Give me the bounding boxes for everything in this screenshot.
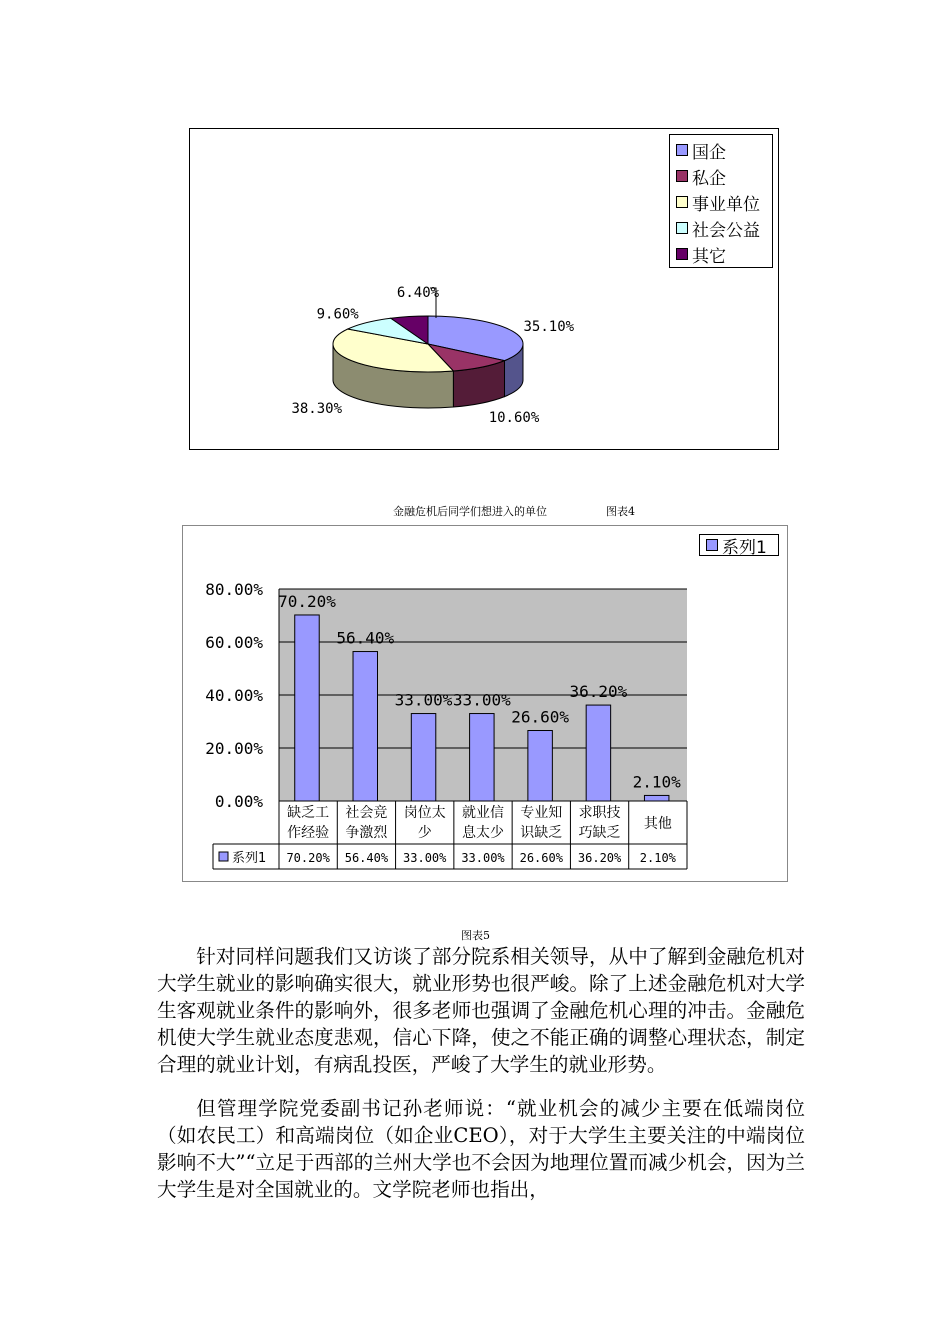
bar-data-label: 33.00% bbox=[394, 690, 453, 710]
x-category-label: 争激烈 bbox=[345, 825, 388, 841]
table-value-cell: 33.00% bbox=[461, 851, 505, 865]
table-value-cell: 70.20% bbox=[286, 851, 330, 865]
x-category-label: 识缺乏 bbox=[520, 825, 563, 841]
legend-label: 私企 bbox=[692, 168, 726, 189]
body-paragraph-1: 针对同样问题我们又访谈了部分院系相关领导，从中了解到金融危机对大学生就业的影响确实很大，就业形势也很严峻。除了上述金融危机对大学生客观就业条件的影响外，很多老师也强调了金融危机心理的冲击。金融危机使大学生就业态度悲观，信心下降，使之不能正确的调整心理状态，制定合理的就业计划，有病乱投医，严峻了大学生的就业形势。 bbox=[157, 945, 805, 1076]
pie-chart-frame bbox=[189, 128, 779, 450]
legend-swatch bbox=[676, 222, 688, 234]
pie-data-label: 10.60% bbox=[488, 409, 540, 426]
x-category-label: 少 bbox=[417, 825, 432, 841]
figure-4-number: 图表4 bbox=[606, 505, 635, 518]
legend-label: 其它 bbox=[692, 246, 726, 267]
legend-swatch bbox=[706, 539, 718, 551]
legend-label: 国企 bbox=[692, 142, 726, 163]
bar-data-label: 2.10% bbox=[632, 772, 681, 792]
legend-item-private bbox=[670, 163, 772, 189]
legend-item-public-institution bbox=[670, 189, 772, 215]
table-value-cell: 36.20% bbox=[577, 851, 622, 865]
bar-legend bbox=[699, 534, 779, 556]
table-value-cell: 56.40% bbox=[344, 851, 389, 865]
pie-data-label: 38.30% bbox=[291, 400, 343, 417]
bar bbox=[528, 731, 552, 801]
x-category-label: 专业知 bbox=[520, 805, 563, 821]
bar-data-label: 33.00% bbox=[452, 690, 511, 710]
bar bbox=[644, 795, 668, 801]
pie-legend bbox=[669, 134, 773, 268]
bar bbox=[470, 714, 494, 801]
figure-4-title: 金融危机后同学们想进入的单位 bbox=[393, 505, 547, 518]
legend-swatch bbox=[676, 248, 688, 260]
table-value-cell: 33.00% bbox=[403, 851, 447, 865]
x-category-label: 求职技 bbox=[578, 805, 621, 821]
table-value-cell: 2.10% bbox=[639, 851, 676, 865]
legend-item-soe bbox=[670, 137, 772, 163]
x-category-label: 息太少 bbox=[462, 825, 504, 841]
bar-data-label: 36.20% bbox=[569, 682, 628, 702]
y-tick-label: 20.00% bbox=[205, 739, 263, 758]
pie-data-label: 9.60% bbox=[316, 306, 359, 323]
bar-chart bbox=[183, 526, 787, 881]
y-tick-label: 80.00% bbox=[205, 580, 263, 599]
bar bbox=[353, 652, 377, 801]
legend-item-public-welfare bbox=[670, 215, 772, 241]
bar bbox=[295, 615, 319, 801]
legend-swatch bbox=[676, 196, 688, 208]
pie-data-label: 6.40% bbox=[396, 285, 440, 301]
legend-label: 事业单位 bbox=[692, 194, 760, 215]
x-category-label: 岗位太 bbox=[403, 805, 446, 821]
y-tick-label: 40.00% bbox=[205, 686, 263, 705]
table-series-swatch bbox=[219, 852, 228, 861]
x-category-label: 就业信 bbox=[462, 805, 504, 821]
legend-swatch bbox=[676, 170, 688, 182]
bar-chart-frame bbox=[182, 525, 788, 882]
bar-data-label: 70.20% bbox=[278, 591, 336, 611]
y-tick-label: 60.00% bbox=[205, 633, 263, 652]
bar-data-label: 26.60% bbox=[511, 707, 570, 727]
pie-tops bbox=[333, 316, 523, 372]
x-category-label: 作经验 bbox=[287, 825, 330, 841]
table-value-cell: 26.60% bbox=[519, 851, 563, 865]
legend-label: 社会公益 bbox=[692, 220, 760, 241]
y-tick-label: 0.00% bbox=[214, 792, 263, 811]
bar-data-label: 56.40% bbox=[336, 628, 395, 648]
x-category-label: 其他 bbox=[643, 816, 672, 832]
figure-5-number: 图表5 bbox=[461, 929, 490, 942]
bar bbox=[411, 714, 435, 801]
legend-item-other bbox=[670, 241, 772, 267]
pie-data-label: 35.10% bbox=[523, 318, 575, 335]
legend-swatch bbox=[676, 144, 688, 156]
bar bbox=[586, 705, 610, 801]
x-category-label: 巧缺乏 bbox=[578, 825, 621, 841]
x-category-label: 社会竞 bbox=[345, 805, 388, 821]
x-category-label: 缺乏工 bbox=[287, 805, 330, 821]
table-series-name: 系列1 bbox=[232, 851, 267, 866]
legend-label: 系列1 bbox=[722, 537, 767, 558]
body-paragraph-2: 但管理学院党委副书记孙老师说：“就业机会的减少主要在低端岗位（如农民工）和高端岗位（如企业CEO），对于大学生主要关注的中端岗位影响不大”“立足于西部的兰州大学也不会因为地理位置而减少机会，因为兰大学生是对全国就业的。文学院老师也指出， bbox=[157, 1097, 805, 1201]
